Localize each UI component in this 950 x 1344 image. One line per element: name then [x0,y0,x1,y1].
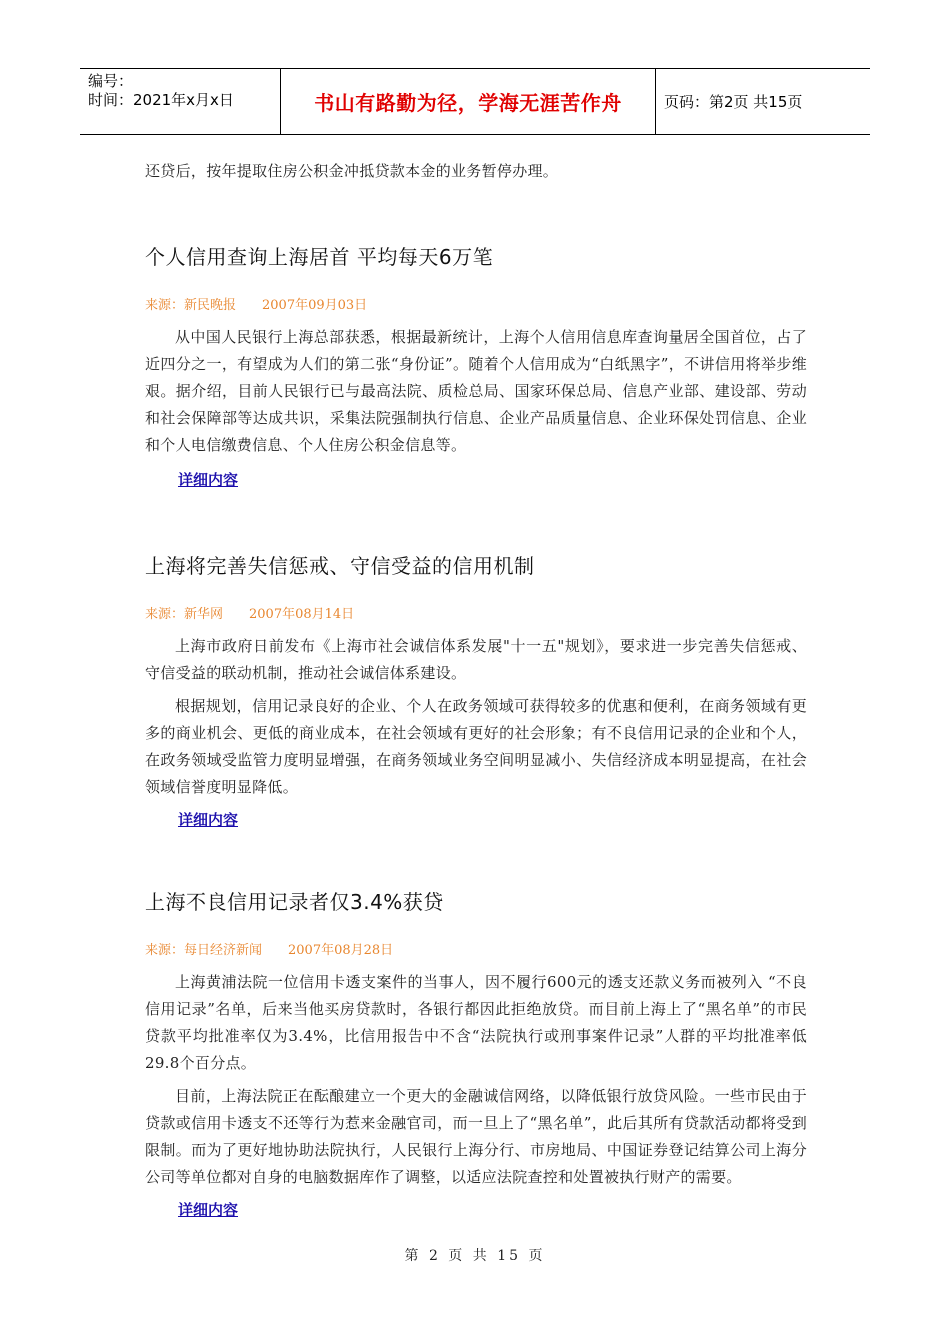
detail-link[interactable]: 详细内容 [178,1201,239,1219]
article-title: 上海不良信用记录者仅3.4%获贷 [145,890,444,914]
article-date: 2007年08月14日 [249,607,355,622]
detail-link[interactable]: 详细内容 [178,811,239,829]
header-motto: 书山有路勤为径，学海无涯苦作舟 [281,69,656,134]
article-2 [145,550,807,830]
detail-link[interactable]: 详细内容 [178,471,239,489]
article-1 [145,241,807,490]
article-source [145,603,807,622]
article-paragraph: 目前，上海法院正在酝酿建立一个更大的金融诚信网络，以降低银行放贷风险。一些市民由于贷款或信用卡透支不还等行为惹来金融官司，而一旦上了“黑名单”，此后其所有贷款活动都将受到限制。而为了更好地协助法院执行，人民银行上海分行、市房地局、中国证券登记结算公司上海分公司等单位都对自身的电脑数据库作了调整，以适应法院查控和处置被执行财产的需要。 [145,1087,807,1186]
intro-paragraph: 还贷后，按年提取住房公积金冲抵贷款本金的业务暂停办理。 [145,162,559,180]
article-date: 2007年08月28日 [288,943,394,958]
article-source-name: 来源：新华网 [145,607,224,622]
article-source-name: 来源：新民晚报 [145,298,237,313]
article-title: 上海将完善失信惩戒、守信受益的信用机制 [145,554,535,578]
article-source-name: 来源：每日经济新闻 [145,943,263,958]
article-source [145,294,807,313]
page-footer: 第 2 页 共 15 页 [404,1248,546,1264]
document-body [145,158,807,1220]
article-3 [145,886,807,1220]
article-paragraph: 从中国人民银行上海总部获悉，根据最新统计，上海个人信用信息库查询量居全国首位，占了近四分之一，有望成为人们的第二张“身份证”。随着个人信用成为“白纸黑字”，不讲信用将举步维艰。据介绍，目前人民银行已与最高法院、质检总局、国家环保总局、信息产业部、建设部、劳动和社会保障部等达成共识，采集法院强制执行信息、企业产品质量信息、企业环保处罚信息、企业和个人电信缴费信息、个人住房公积金信息等。 [145,328,807,454]
article-paragraph: 上海市政府日前发布《上海市社会诚信体系发展"十一五"规划》，要求进一步完善失信惩戒、守信受益的联动机制，推动社会诚信体系建设。 [145,637,807,682]
article-paragraph: 上海黄浦法院一位信用卡透支案件的当事人，因不履行600元的透支还款义务而被列入 “不良信用记录”名单，后来当他买房贷款时，各银行都因此拒绝放贷。而目前上海上了“黑名单”的市民贷款平均批准率仅为3.4%，比信用报告中不含“法院执行或刑事案件记录”人群的平均批准率低29.8个百分点。 [145,973,807,1072]
document-header [80,68,870,135]
article-source [145,939,807,958]
header-meta [80,69,281,134]
article-title: 个人信用查询上海居首 平均每天6万笔 [145,245,494,269]
article-date: 2007年09月03日 [262,298,368,313]
header-number-label: 编号： [88,72,134,90]
article-paragraph: 根据规划，信用记录良好的企业、个人在政务领域可获得较多的优惠和便利，在商务领域有更多的商业机会、更低的商业成本，在社会领域有更好的社会形象；有不良信用记录的企业和个人，在政务领域受监管力度明显增强，在商务领域业务空间明显减小、失信经济成本明显提高，在社会领域信誉度明显降低。 [145,697,807,796]
header-time-label: 时间：2021年x月x日 [88,91,234,109]
header-page-code: 页码：第2页 共15页 [664,93,803,111]
